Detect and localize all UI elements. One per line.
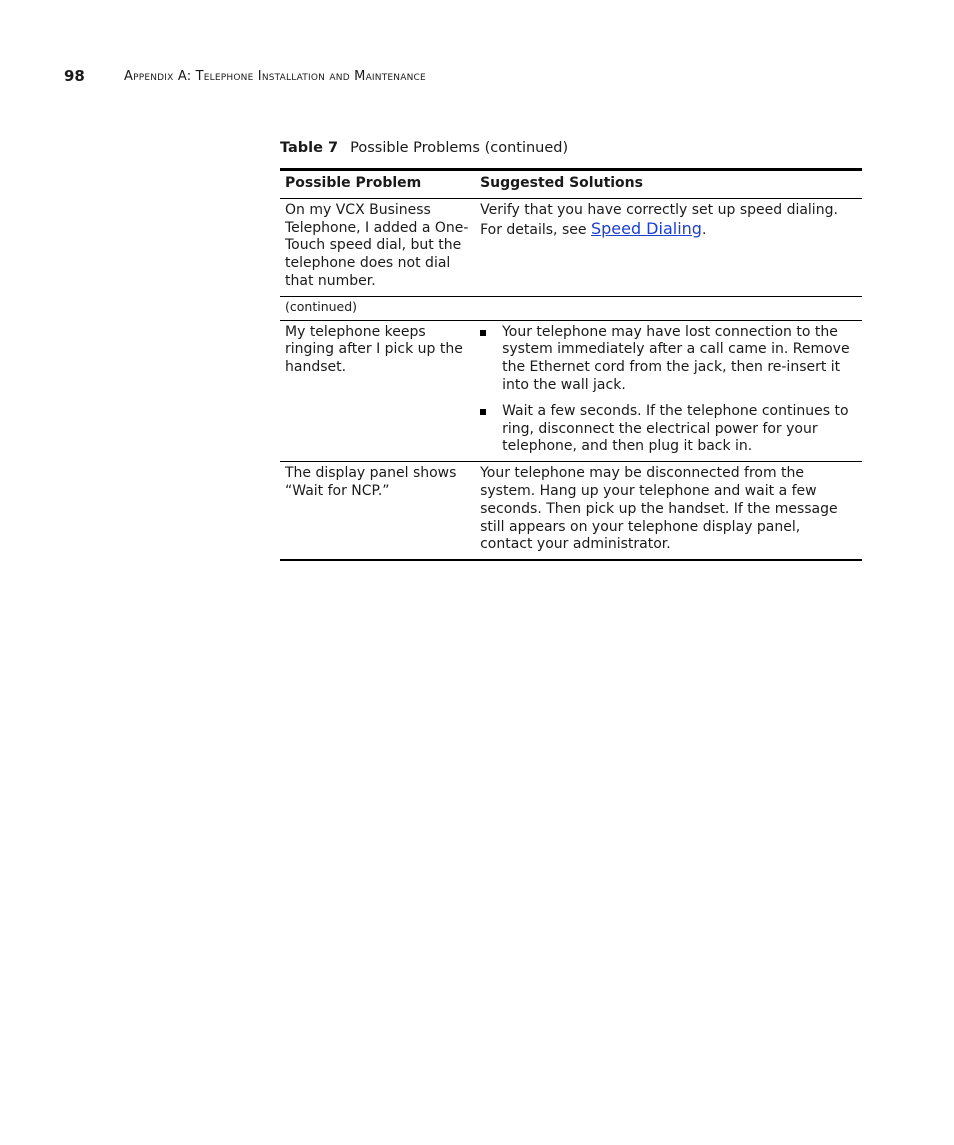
list-item bbox=[480, 403, 857, 456]
solution-cell: Your telephone may be disconnected from the system. Hang up your telephone and wait a few seconds. Then pick up the handset. If the message still appears on your telephone display panel, contact your administrator. bbox=[475, 462, 862, 560]
page-number: 98 bbox=[64, 67, 85, 85]
table-caption-text: Possible Problems (continued) bbox=[350, 140, 569, 156]
solution-cell bbox=[475, 320, 862, 462]
problems-table-container bbox=[280, 168, 862, 561]
square-bullet-icon bbox=[480, 330, 486, 336]
table-row bbox=[280, 462, 862, 560]
continued-row bbox=[280, 296, 862, 320]
running-head: Appendix A: Telephone Installation and Maintenance bbox=[124, 69, 426, 84]
continued-label: (continued) bbox=[280, 296, 862, 320]
problem-cell: On my VCX Business Telephone, I added a One-Touch speed dial, but the telephone does not dial that number. bbox=[280, 198, 475, 296]
table-row bbox=[280, 320, 862, 462]
problems-table bbox=[280, 168, 862, 561]
problem-cell: My telephone keeps ringing after I pick up the handset. bbox=[280, 320, 475, 462]
solution-bullet-list bbox=[480, 324, 857, 457]
bullet-text: Wait a few seconds. If the telephone continues to ring, disconnect the electrical power for your telephone, and then plug it back in. bbox=[502, 402, 849, 455]
column-header-solution: Suggested Solutions bbox=[475, 170, 862, 199]
solution-cell bbox=[475, 198, 862, 296]
speed-dialing-link[interactable]: Speed Dialing bbox=[590, 218, 702, 238]
solution-text: Verify that you have correctly set up speed dialing. For details, see bbox=[480, 201, 838, 238]
square-bullet-icon bbox=[480, 409, 486, 415]
bullet-text: Your telephone may have lost connection to the system immediately after a call came in. Remove the Ethernet cord from the jack, then re-insert it into the wall jack. bbox=[502, 323, 850, 393]
table-row bbox=[280, 198, 862, 296]
column-header-problem: Possible Problem bbox=[280, 170, 475, 199]
table-header-row bbox=[280, 170, 862, 199]
solution-suffix: . bbox=[701, 221, 707, 238]
problem-cell: The display panel shows “Wait for NCP.” bbox=[280, 462, 475, 560]
table-caption bbox=[280, 140, 568, 156]
table-caption-label: Table 7 bbox=[280, 140, 339, 156]
list-item bbox=[480, 324, 857, 395]
